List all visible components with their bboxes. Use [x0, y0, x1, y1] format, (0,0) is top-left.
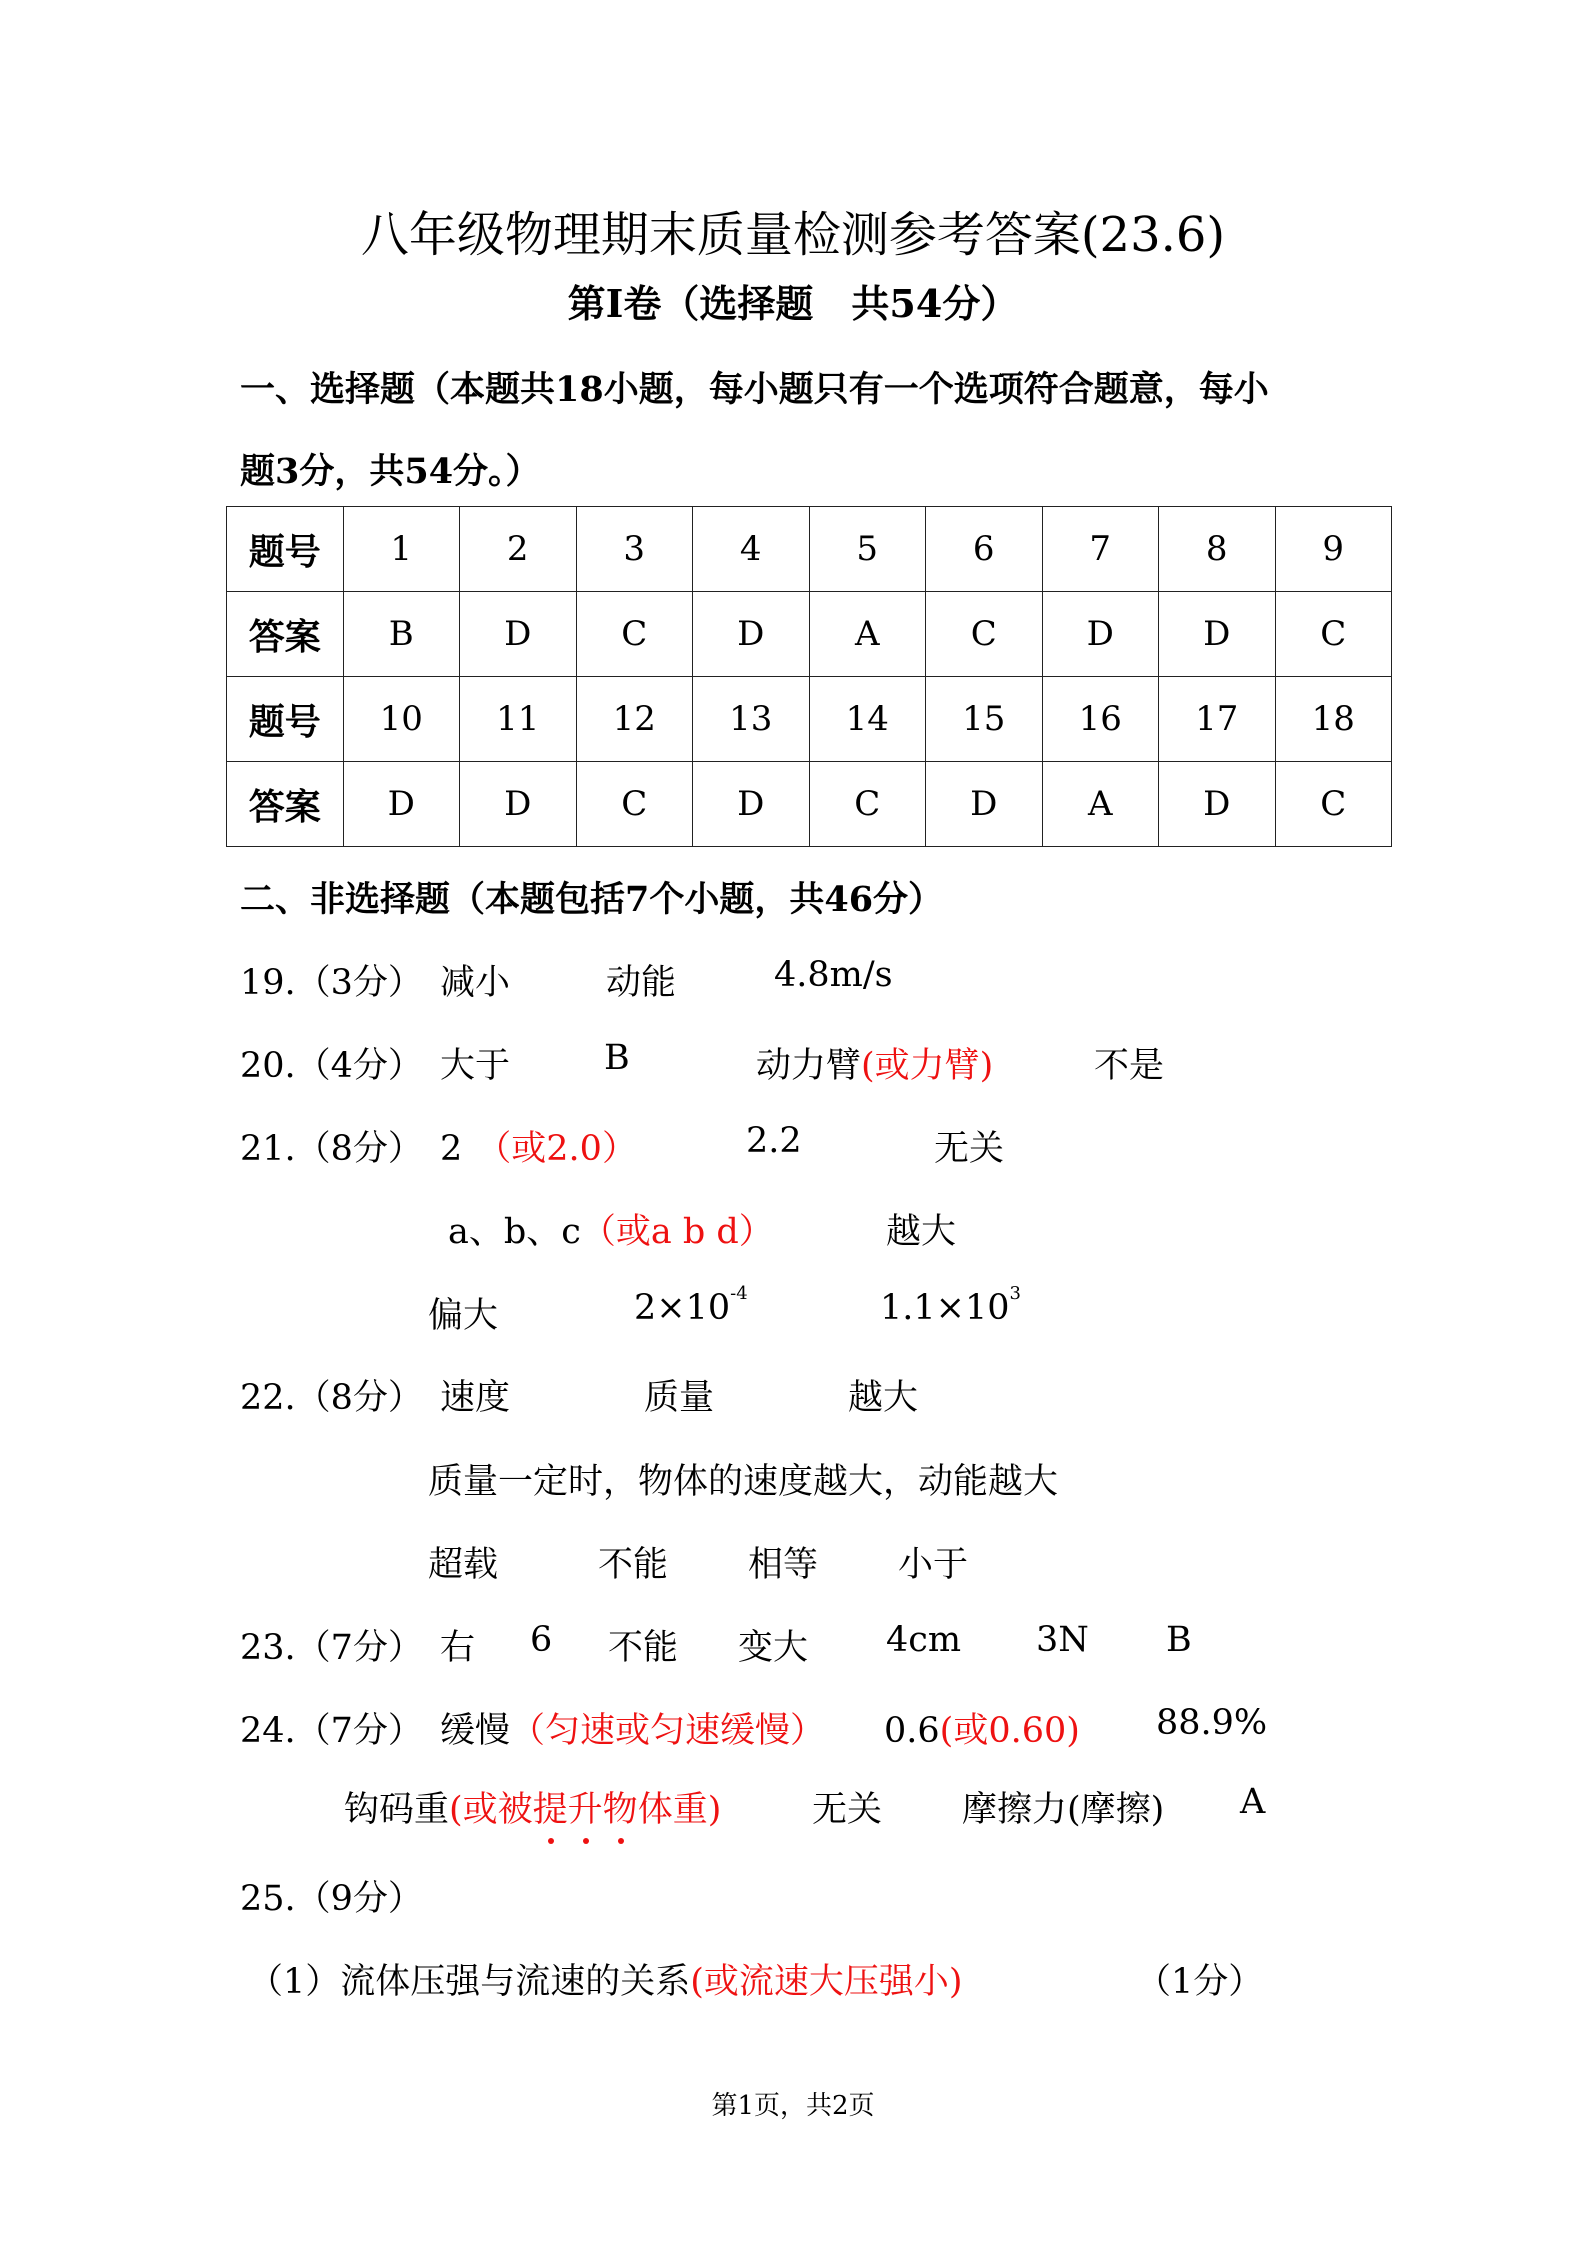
answer-table-row-label: 答案: [227, 762, 344, 847]
answer-table-cell: D: [693, 592, 810, 677]
q23-answer-3: 不能: [608, 1628, 679, 1668]
q20-answer-1: 大于: [440, 1046, 511, 1086]
q22-number: 22.（8分）: [240, 1378, 423, 1418]
answer-table-cell: C: [576, 762, 693, 847]
answer-table-cell: 12: [576, 677, 693, 762]
answer-table-row-label: 答案: [227, 592, 344, 677]
q24-answer-4-alt-emphasis-text: 提升物: [532, 1790, 638, 1830]
q24-answer-4-alt-emphasis: [533, 1782, 638, 1832]
answer-table-cell: 14: [809, 677, 926, 762]
page-title: 八年级物理期末质量检测参考答案(23.6): [360, 207, 1226, 263]
q22-answer-8: 小于: [898, 1545, 969, 1585]
q21-answer-4-alt: （或a b d）: [580, 1212, 774, 1252]
q20-answer-3: [756, 1038, 993, 1088]
answer-table-cell: 10: [343, 677, 460, 762]
q22-answer-7: 相等: [748, 1545, 819, 1585]
q22-answer-6: 不能: [598, 1545, 669, 1585]
q21-answer-5: 越大: [886, 1212, 957, 1252]
section1-heading-line1: 一、选择题（本题共18小题，每小题只有一个选项符合题意，每小: [240, 369, 1269, 410]
answer-table-cell: 6: [926, 507, 1043, 592]
answer-table-cell: 13: [693, 677, 810, 762]
section2-heading: 二、非选择题（本题包括7个小题，共46分）: [240, 879, 944, 920]
q20-number: 20.（4分）: [240, 1046, 423, 1086]
answer-table-cell: 4: [693, 507, 810, 592]
answer-table-cell: 3: [576, 507, 693, 592]
answer-table-row: [227, 507, 1392, 592]
q21-answer-3: 无关: [934, 1129, 1005, 1169]
answer-table-row: [227, 592, 1392, 677]
q25-part-1-score: （1分）: [1136, 1962, 1264, 2002]
answer-table-cell: 18: [1275, 677, 1392, 762]
q25-number: 25.（9分）: [240, 1879, 423, 1919]
q21-number: 21.（8分）: [240, 1129, 423, 1169]
q24-answer-3: 88.9%: [1156, 1703, 1268, 1743]
answer-table-cell: 15: [926, 677, 1043, 762]
q21-answer-1-alt: （或2.0）: [476, 1129, 637, 1169]
answer-table-cell: D: [1159, 762, 1276, 847]
answer-table-cell: D: [460, 592, 577, 677]
answer-table-cell: D: [343, 762, 460, 847]
answer-table-cell: C: [1275, 592, 1392, 677]
emphasis-dot: [618, 1838, 624, 1844]
answer-table-cell: D: [1042, 592, 1159, 677]
q21-answer-8-base: 1.1×10: [880, 1288, 1010, 1328]
answer-table-cell: A: [809, 592, 926, 677]
answer-table-cell: 7: [1042, 507, 1159, 592]
q21-answer-8-exponent: 3: [1009, 1283, 1021, 1304]
answer-table-row-label: 题号: [227, 507, 344, 592]
q24-answer-1-alt: （匀速或匀速缓慢）: [510, 1711, 826, 1751]
q19-answer-1: 减小: [440, 963, 511, 1003]
answer-table-row: [227, 677, 1392, 762]
answer-table-cell: 9: [1275, 507, 1392, 592]
answer-table-cell: 2: [460, 507, 577, 592]
q24-answer-5: 无关: [812, 1790, 883, 1830]
q23-answer-1: 右: [440, 1628, 476, 1668]
answer-table-cell: D: [693, 762, 810, 847]
answer-table-cell: 16: [1042, 677, 1159, 762]
emphasis-dot: [583, 1838, 589, 1844]
q21-answer-1-text: 2: [440, 1129, 463, 1169]
q23-answer-4: 变大: [738, 1628, 809, 1668]
page-subtitle: 第Ⅰ卷（选择题 共54分）: [567, 281, 1019, 326]
q22-answer-3: 越大: [848, 1378, 919, 1418]
q19-answer-3: 4.8m/s: [774, 955, 893, 995]
answer-table-cell: B: [343, 592, 460, 677]
q25-part-1: [248, 1954, 963, 2004]
q24-answer-6: 摩擦力(摩擦): [962, 1790, 1165, 1830]
q25-part-1-alt: (或流速大压强小): [690, 1962, 963, 2002]
q22-answer-4: 质量一定时，物体的速度越大，动能越大: [428, 1462, 1059, 1502]
q24-answer-2-text: 0.6: [884, 1711, 940, 1751]
q23-answer-2: 6: [530, 1620, 553, 1660]
answer-table-cell: C: [1275, 762, 1392, 847]
section1-heading-line2: 题3分，共54分。）: [240, 451, 541, 492]
q22-answer-5: 超载: [428, 1545, 499, 1585]
q21-answer-7-base: 2×10: [634, 1288, 731, 1328]
answer-table-cell: C: [809, 762, 926, 847]
q25-part-1-text: （1）流体压强与流速的关系: [248, 1962, 691, 2002]
page-footer: 第1页，共2页: [711, 2091, 875, 2121]
answer-table-row-label: 题号: [227, 677, 344, 762]
q24-answer-7: A: [1240, 1782, 1266, 1822]
q24-answer-4-alt-post: 体重): [637, 1790, 722, 1830]
q23-answer-6: 3N: [1036, 1620, 1089, 1660]
answer-table-cell: 1: [343, 507, 460, 592]
q23-answer-5: 4cm: [886, 1620, 962, 1660]
q24-answer-4-alt-pre: (或被: [449, 1790, 533, 1830]
q22-answer-1: 速度: [440, 1378, 511, 1418]
q22-answer-2: 质量: [644, 1378, 715, 1418]
answer-table-cell: 17: [1159, 677, 1276, 762]
answer-table-cell: 5: [809, 507, 926, 592]
q21-answer-7: [634, 1283, 748, 1328]
q24-answer-2-alt: (或0.60): [939, 1711, 1080, 1751]
q19-answer-2: 动能: [606, 963, 677, 1003]
q24-answer-4-text: 钩码重: [344, 1790, 450, 1830]
q24-answer-4: [344, 1782, 721, 1832]
answer-table-cell: D: [926, 762, 1043, 847]
q24-number: 24.（7分）: [240, 1711, 423, 1751]
q24-answer-1-text: 缓慢: [440, 1711, 511, 1751]
q24-answer-1: [440, 1703, 825, 1753]
answer-table-cell: D: [460, 762, 577, 847]
q21-answer-2: 2.2: [746, 1121, 802, 1161]
answer-table-cell: 11: [460, 677, 577, 762]
q20-answer-3-text: 动力臂: [756, 1046, 862, 1086]
q21-answer-7-exponent: -4: [730, 1283, 748, 1304]
answer-table-cell: D: [1159, 592, 1276, 677]
q20-answer-3-alt: (或力臂): [861, 1046, 994, 1086]
q23-answer-7: B: [1166, 1620, 1192, 1660]
q20-answer-2: B: [604, 1038, 630, 1078]
answer-table-cell: C: [576, 592, 693, 677]
q21-answer-8: [880, 1283, 1021, 1328]
answer-table-cell: A: [1042, 762, 1159, 847]
answer-table: [226, 506, 1392, 847]
answer-table-cell: C: [926, 592, 1043, 677]
q24-answer-2: [884, 1703, 1080, 1753]
q20-answer-4: 不是: [1094, 1046, 1165, 1086]
answer-table-row: [227, 762, 1392, 847]
q21-answer-4: [448, 1204, 774, 1254]
q23-number: 23.（7分）: [240, 1628, 423, 1668]
q21-answer-1: [440, 1121, 637, 1171]
q21-answer-6: 偏大: [428, 1296, 499, 1336]
q19-number: 19.（3分）: [240, 963, 423, 1003]
answer-table-cell: 8: [1159, 507, 1276, 592]
q21-answer-4-text: a、b、c: [448, 1212, 581, 1252]
emphasis-dot: [548, 1838, 554, 1844]
